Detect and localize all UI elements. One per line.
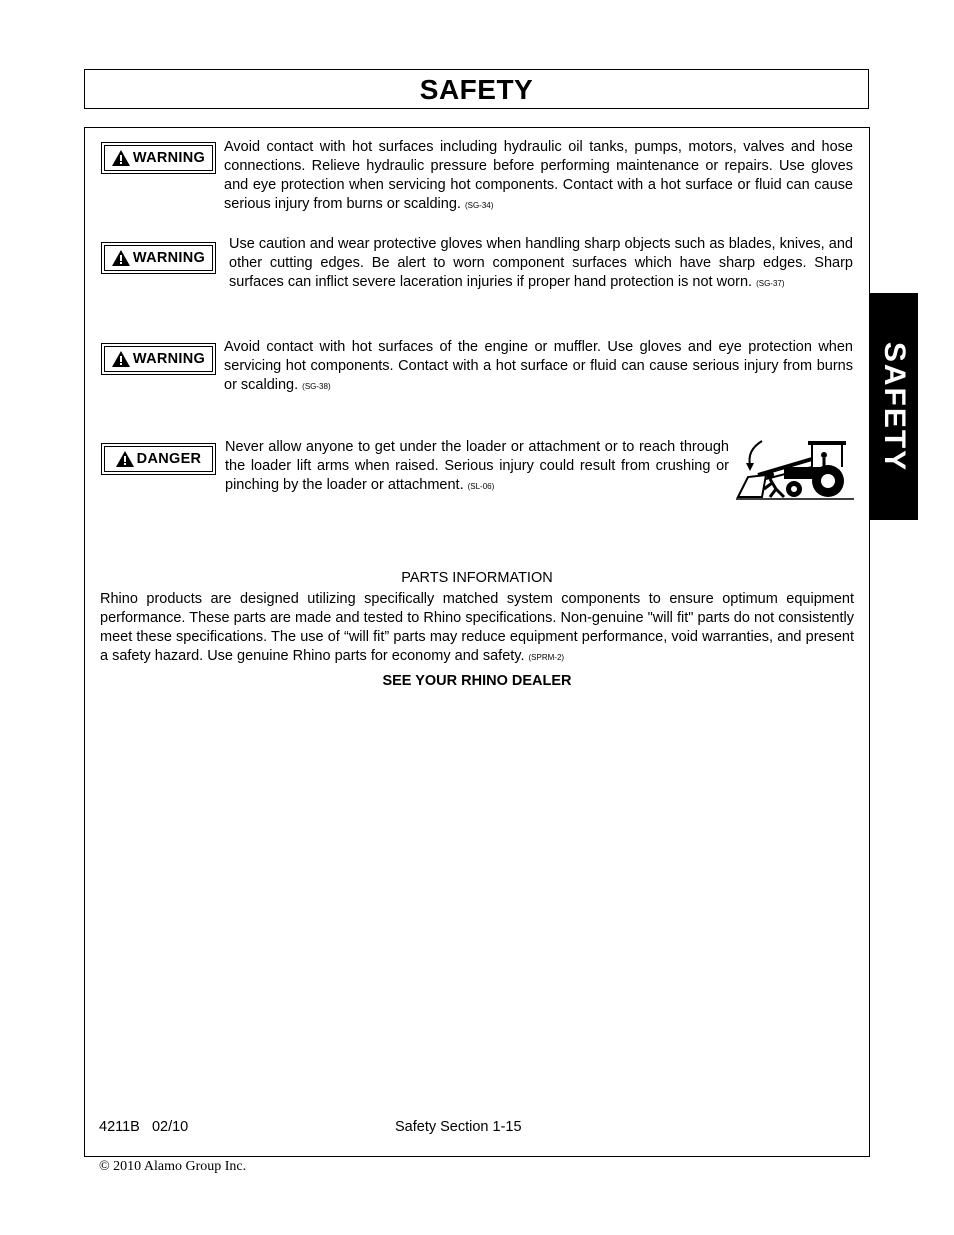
parts-body: [100, 590, 854, 667]
warning-badge: [101, 142, 216, 174]
section-page-number: Safety Section 1-15: [395, 1119, 522, 1135]
alert-triangle-icon: [112, 150, 130, 166]
warning-badge: [101, 343, 216, 375]
page-header: [84, 69, 869, 109]
parts-heading: PARTS INFORMATION: [401, 570, 553, 586]
side-tab-label: SAFETY: [877, 341, 911, 472]
badge-label: WARNING: [132, 250, 206, 266]
parts-code: (SPRM-2): [528, 653, 565, 662]
notice-code: (SL-06): [467, 482, 495, 491]
doc-id: [99, 1119, 188, 1135]
alert-triangle-icon: [112, 250, 130, 266]
badge-label: WARNING: [132, 351, 206, 367]
danger-badge: [101, 443, 216, 475]
dealer-callout: SEE YOUR RHINO DEALER: [382, 673, 572, 689]
alert-triangle-icon: [112, 351, 130, 367]
notice-code: (SG-38): [302, 382, 331, 391]
copyright: © 2010 Alamo Group Inc.: [99, 1159, 247, 1174]
doc-id-text: 4211B 02/10: [99, 1119, 189, 1135]
section-side-tab: [869, 293, 918, 520]
notice-text: [224, 138, 853, 215]
notice-body: Avoid contact with hot surfaces including hydraulic oil tanks, pumps, motors, valves and hose connections. Relieve hydraulic pressure before performing maintenance or repairs. Use gloves and eye protection when servicing hot components. Contact with a hot surface or fluid can cause serious injury from burns or scalding.: [224, 139, 853, 212]
notice-body: Use caution and wear protective gloves when handling sharp objects such as blades, knives, and other cutting edges. Be alert to worn component surfaces which have sharp edges. Sharp surfaces can inflict severe laceration injuries if proper hand protection is not worn.: [229, 236, 853, 290]
badge-label: DANGER: [136, 451, 202, 467]
notice-text: [229, 235, 853, 293]
notice-text: [225, 438, 729, 496]
warning-badge: [101, 242, 216, 274]
alert-triangle-icon: [116, 451, 134, 467]
notice-code: (SG-37): [756, 279, 785, 288]
notice-code: (SG-34): [464, 201, 494, 210]
notice-text: [224, 338, 853, 396]
loader-hazard-icon: [736, 437, 854, 501]
parts-body-text: Rhino products are designed utilizing specifically matched system components to ensure optimum equipment performance. These parts are made and tested to Rhino specifications. Non-genuine "will fit" parts do not consistently meet these specifications. The use of “will fit” parts may reduce equipment performance, void warranties, and present a safety hazard. Use genuine Rhino parts for economy and safety.: [100, 591, 854, 664]
notice-body: Avoid contact with hot surfaces of the engine or muffler. Use gloves and eye protection when servicing hot components. Contact with a hot surface or fluid can cause serious injury from burns or scalding.: [224, 339, 853, 393]
page-title: SAFETY: [419, 74, 534, 105]
notice-body: Never allow anyone to get under the loader or attachment or to reach through the loader lift arms when raised. Serious injury could result from crushing or pinching by the loader or attachment.: [225, 439, 729, 493]
badge-label: WARNING: [132, 150, 206, 166]
